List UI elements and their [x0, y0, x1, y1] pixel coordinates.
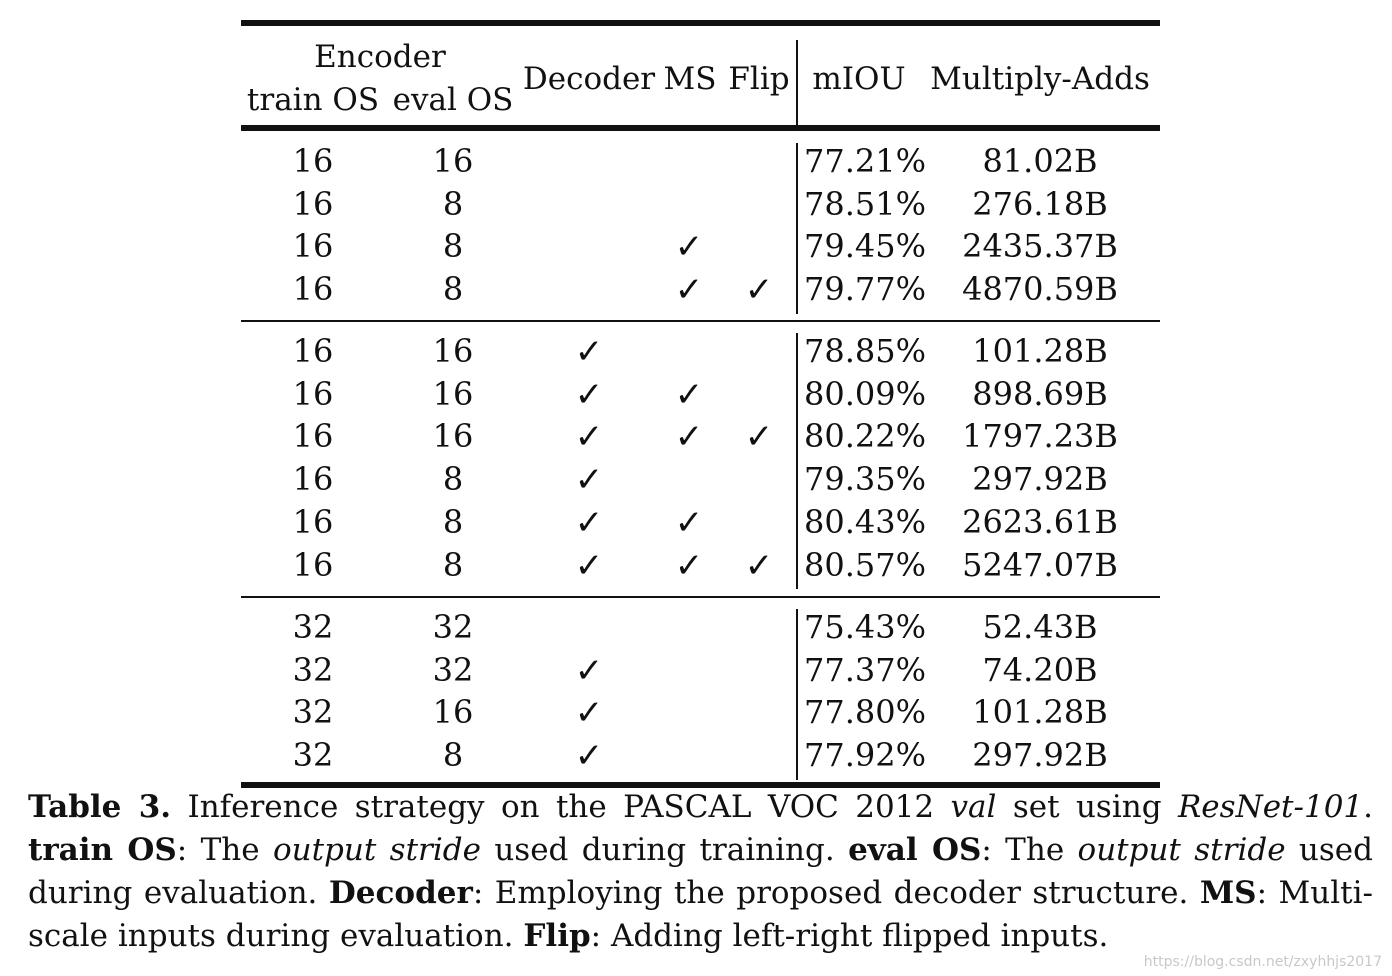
- cell-train-os: 16: [292, 460, 334, 499]
- cell-miou: 80.09%: [804, 374, 927, 413]
- cell-eval-os: 32: [432, 650, 474, 689]
- caption-text: : Multi-scale inputs during evaluation.: [28, 875, 1373, 954]
- check-icon: ✓: [574, 650, 604, 691]
- cell-eval-os: 16: [432, 417, 474, 456]
- header-eval-os: eval OS: [392, 82, 514, 118]
- caption-text: : The: [981, 832, 1078, 868]
- cell-train-os: 16: [292, 417, 334, 456]
- caption-text: : Adding left-right flipped inputs.: [590, 918, 1109, 954]
- cell-miou: 80.43%: [804, 502, 927, 541]
- cell-miou: 77.80%: [804, 693, 927, 732]
- cell-madds: 4870.59B: [962, 270, 1118, 309]
- top-rule: [241, 20, 1160, 26]
- watermark: https://blog.csdn.net/zxyhhjs2017: [1143, 954, 1382, 970]
- cell-eval-os: 8: [442, 270, 464, 309]
- cell-miou: 75.43%: [804, 608, 927, 646]
- cell-train-os: 16: [292, 184, 334, 223]
- cell-eval-os: 16: [432, 332, 474, 370]
- cell-miou: 77.21%: [804, 142, 927, 180]
- cell-madds: 81.02B: [982, 142, 1098, 180]
- cell-eval-os: 8: [442, 736, 464, 775]
- cell-madds: 101.28B: [972, 332, 1108, 370]
- check-icon: ✓: [744, 545, 774, 586]
- cell-train-os: 32: [292, 650, 334, 689]
- cell-train-os: 16: [292, 502, 334, 541]
- cell-train-os: 16: [292, 374, 334, 413]
- caption-text: : Employing the proposed decoder structure.: [472, 875, 1200, 911]
- caption-text: used during training.: [480, 832, 849, 868]
- caption-resnet: ResNet-101: [1177, 789, 1364, 825]
- group-vertical-rule: [796, 609, 798, 780]
- cell-miou: 78.51%: [804, 184, 927, 223]
- check-icon: ✓: [674, 545, 704, 586]
- group-vertical-rule: [796, 333, 798, 589]
- cell-madds: 52.43B: [982, 608, 1098, 646]
- cell-madds: 74.20B: [982, 650, 1098, 689]
- header-miou: mIOU: [812, 61, 906, 97]
- check-icon: ✓: [674, 270, 704, 311]
- check-icon: ✓: [574, 374, 604, 415]
- cell-madds: 2435.37B: [962, 227, 1118, 266]
- check-icon: ✓: [574, 502, 604, 543]
- cell-train-os: 16: [292, 270, 334, 309]
- cell-eval-os: 8: [442, 227, 464, 266]
- cell-madds: 2623.61B: [962, 502, 1118, 541]
- cell-miou: 78.85%: [804, 332, 927, 370]
- cell-eval-os: 8: [442, 502, 464, 541]
- check-icon: ✓: [574, 693, 604, 734]
- cell-eval-os: 16: [432, 374, 474, 413]
- cell-eval-os: 16: [432, 142, 474, 180]
- caption-term-ms: MS: [1199, 875, 1257, 911]
- cell-miou: 79.35%: [804, 460, 927, 499]
- group-vertical-rule: [796, 143, 798, 314]
- cell-miou: 77.92%: [804, 736, 927, 775]
- caption-output-stride: output stride: [1077, 832, 1286, 868]
- caption-term-flip: Flip: [523, 918, 591, 954]
- cell-eval-os: 8: [442, 545, 464, 584]
- cell-train-os: 32: [292, 608, 334, 646]
- cell-miou: 79.77%: [804, 270, 927, 309]
- caption-text: set using: [996, 789, 1178, 825]
- cell-miou: 80.22%: [804, 417, 927, 456]
- cell-madds: 276.18B: [972, 184, 1108, 223]
- cell-train-os: 16: [292, 227, 334, 266]
- caption-term-decoder: Decoder: [328, 875, 473, 911]
- group-divider-2: [241, 596, 1160, 598]
- header-vertical-rule: [796, 40, 798, 125]
- check-icon: ✓: [674, 417, 704, 458]
- table-caption: [28, 786, 1373, 958]
- cell-madds: 5247.07B: [962, 545, 1118, 584]
- header-flip: Flip: [728, 61, 790, 97]
- cell-madds: 297.92B: [972, 736, 1108, 775]
- caption-text: .: [1363, 789, 1373, 825]
- check-icon: ✓: [574, 417, 604, 458]
- header-rule: [241, 125, 1160, 131]
- check-icon: ✓: [574, 332, 604, 372]
- cell-eval-os: 8: [442, 184, 464, 223]
- cell-eval-os: 32: [432, 608, 474, 646]
- check-icon: ✓: [574, 736, 604, 777]
- cell-miou: 79.45%: [804, 227, 927, 266]
- check-icon: ✓: [744, 417, 774, 458]
- cell-eval-os: 16: [432, 693, 474, 732]
- caption-output-stride: output stride: [272, 832, 481, 868]
- caption-val: val: [950, 789, 997, 825]
- check-icon: ✓: [674, 374, 704, 415]
- check-icon: ✓: [574, 460, 604, 501]
- cell-madds: 1797.23B: [962, 417, 1118, 456]
- cell-miou: 80.57%: [804, 545, 927, 584]
- caption-text: : The: [176, 832, 273, 868]
- header-train-os: train OS: [246, 82, 380, 118]
- group-divider-1: [241, 320, 1160, 322]
- cell-train-os: 32: [292, 693, 334, 732]
- check-icon: ✓: [674, 502, 704, 543]
- cell-train-os: 32: [292, 736, 334, 775]
- cell-train-os: 16: [292, 142, 334, 180]
- cell-madds: 898.69B: [972, 374, 1108, 413]
- header-decoder: Decoder: [522, 61, 656, 97]
- header-multiply-adds: Multiply-Adds: [930, 61, 1150, 97]
- check-icon: ✓: [744, 270, 774, 311]
- header-ms: MS: [663, 61, 717, 97]
- caption-term-eval-os: eval OS: [848, 832, 982, 868]
- cell-madds: 101.28B: [972, 693, 1108, 732]
- check-icon: ✓: [574, 545, 604, 586]
- caption-text: used during evaluation.: [28, 832, 1373, 911]
- cell-train-os: 16: [292, 332, 334, 370]
- cell-train-os: 16: [292, 545, 334, 584]
- caption-text: Inference strategy on the PASCAL VOC 2012: [171, 789, 951, 825]
- check-icon: ✓: [674, 227, 704, 268]
- caption-term-train-os: train OS: [28, 832, 177, 868]
- header-encoder: Encoder: [314, 39, 446, 75]
- cell-miou: 77.37%: [804, 650, 927, 689]
- caption-label: Table 3.: [28, 789, 172, 825]
- cell-madds: 297.92B: [972, 460, 1108, 499]
- cell-eval-os: 8: [442, 460, 464, 499]
